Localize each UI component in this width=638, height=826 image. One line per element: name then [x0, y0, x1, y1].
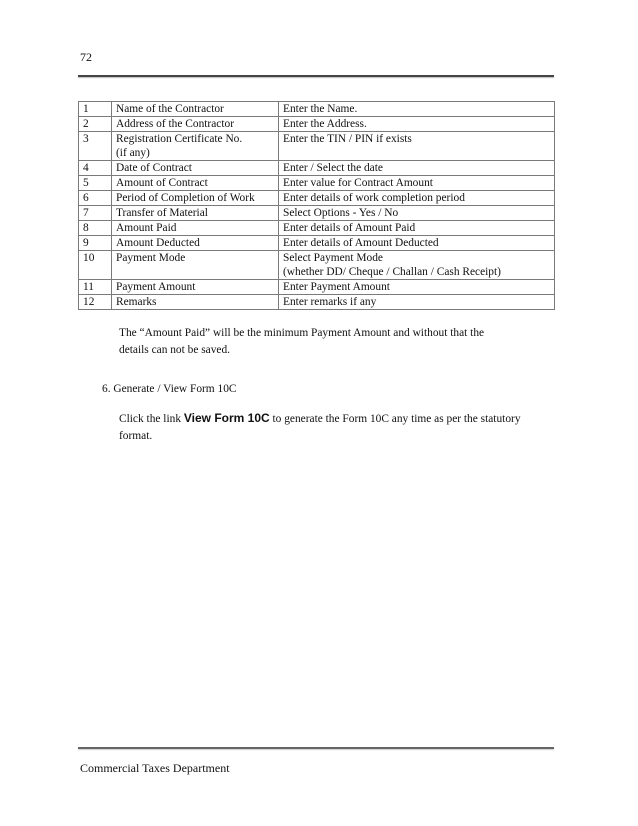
field-description: Enter the Address.	[279, 117, 555, 132]
field-description-line1: Select Payment Mode	[283, 252, 383, 264]
field-description	[279, 251, 555, 280]
field-name-line2: (if any)	[116, 147, 150, 159]
row-number: 3	[79, 132, 112, 161]
step-6-description	[119, 410, 549, 445]
field-description: Enter remarks if any	[279, 295, 555, 310]
field-name: Period of Completion of Work	[112, 191, 279, 206]
field-name	[112, 132, 279, 161]
footer-rule	[78, 747, 554, 749]
table-row	[79, 236, 555, 251]
table-row	[79, 161, 555, 176]
field-description: Enter / Select the date	[279, 161, 555, 176]
field-description: Enter details of Amount Paid	[279, 221, 555, 236]
table-row	[79, 176, 555, 191]
row-number: 8	[79, 221, 112, 236]
table-row	[79, 221, 555, 236]
step-6-line1	[119, 410, 549, 428]
header-rule	[78, 75, 554, 77]
field-name-line1: Registration Certificate No.	[116, 133, 243, 145]
field-description: Select Options - Yes / No	[279, 206, 555, 221]
note-line1: The “Amount Paid” will be the minimum Payment Amount and without that the	[119, 327, 485, 339]
table-row	[79, 132, 555, 161]
field-description: Enter details of work completion period	[279, 191, 555, 206]
field-name: Remarks	[112, 295, 279, 310]
field-name: Address of the Contractor	[112, 117, 279, 132]
field-name: Name of the Contractor	[112, 102, 279, 117]
amount-paid-note	[119, 325, 539, 359]
table-row	[79, 280, 555, 295]
row-number: 9	[79, 236, 112, 251]
table-row	[79, 295, 555, 310]
step-6-line2: format.	[119, 430, 153, 442]
row-number: 2	[79, 117, 112, 132]
field-name: Payment Mode	[112, 251, 279, 280]
field-name: Transfer of Material	[112, 206, 279, 221]
field-description: Enter Payment Amount	[279, 280, 555, 295]
table-row	[79, 206, 555, 221]
row-number: 12	[79, 295, 112, 310]
table-row	[79, 251, 555, 280]
table-row	[79, 117, 555, 132]
row-number: 1	[79, 102, 112, 117]
field-name: Payment Amount	[112, 280, 279, 295]
step-6-text-before: Click the link	[119, 413, 184, 425]
row-number: 4	[79, 161, 112, 176]
field-description: Enter the TIN / PIN if exists	[279, 132, 555, 161]
row-number: 7	[79, 206, 112, 221]
note-line2: details can not be saved.	[119, 344, 231, 356]
row-number: 6	[79, 191, 112, 206]
step-6-text-after: to generate the Form 10C any time as per the statutory	[269, 413, 521, 425]
page-number: 72	[80, 50, 92, 64]
field-name: Amount of Contract	[112, 176, 279, 191]
field-name: Amount Deducted	[112, 236, 279, 251]
row-number: 10	[79, 251, 112, 280]
field-description: Enter value for Contract Amount	[279, 176, 555, 191]
field-description-line2: (whether DD/ Cheque / Challan / Cash Receipt)	[283, 266, 501, 278]
field-description-table	[78, 101, 555, 310]
field-description: Enter details of Amount Deducted	[279, 236, 555, 251]
step-6-heading: 6. Generate / View Form 10C	[102, 383, 237, 395]
field-description: Enter the Name.	[279, 102, 555, 117]
row-number: 11	[79, 280, 112, 295]
table-row	[79, 191, 555, 206]
field-name: Date of Contract	[112, 161, 279, 176]
table-row	[79, 102, 555, 117]
field-name: Amount Paid	[112, 221, 279, 236]
view-form-10c-link[interactable]: View Form 10C	[183, 411, 270, 425]
row-number: 5	[79, 176, 112, 191]
footer-department: Commercial Taxes Department	[80, 761, 230, 775]
